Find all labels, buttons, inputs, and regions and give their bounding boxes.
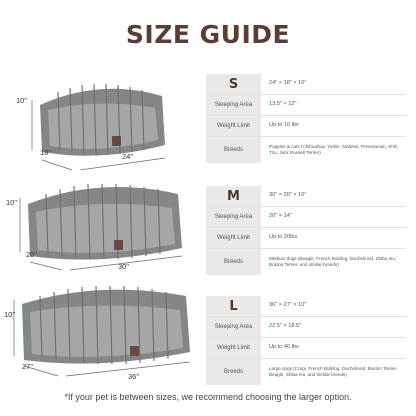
weight-limit-row [206, 338, 406, 359]
size-table-m [206, 186, 406, 275]
footnote: *If your pet is between sizes, we recommend choosing the larger option. [64, 392, 352, 402]
weight-limit-value: Up to 40 lbs [269, 344, 299, 351]
weight-limit-label: Weight Limit [206, 338, 261, 358]
medium-width-dim: 30" [118, 262, 130, 271]
size-label: S [206, 74, 261, 94]
breeds-row [206, 137, 406, 163]
breeds-row [206, 249, 406, 275]
weight-limit-label: Weight Limit [206, 116, 261, 136]
small-width-dim: 24" [122, 152, 134, 161]
size-table-s [206, 74, 406, 163]
size-row [206, 296, 406, 317]
breeds-value: Puppies & cats (Chihuahua, Yorkie, Maltese, Pomeranian, Shih Tzu, Jack Russell Terrier) [269, 143, 398, 155]
dimensions-value: 24" × 18" × 10" [269, 80, 307, 87]
medium-height-dim: 10" [6, 198, 18, 207]
size-label: M [206, 186, 261, 206]
large-height-dim: 10" [4, 310, 16, 319]
sleeping-area-value: 13.5" × 12" [269, 101, 297, 108]
sleeping-area-value: 22.5" × 18.5" [269, 323, 302, 330]
breeds-label: Breeds [206, 249, 261, 275]
weight-limit-row [206, 228, 406, 249]
large-width-dim: 36" [128, 372, 140, 381]
weight-limit-value: Up to 10 lbs [269, 122, 299, 129]
sleeping-area-label: Sleeping Area [206, 317, 261, 337]
breeds-row [206, 359, 406, 385]
size-label: L [206, 296, 261, 316]
breeds-label: Breeds [206, 137, 261, 163]
bed-illustrations [0, 0, 200, 416]
breeds-value: Medium dogs (Beagle, French Bulldog, Dachshund, Shiba Inu, Boston Terrier, and similar breeds) [269, 255, 397, 267]
weight-limit-value: Up to 20lbs [269, 234, 298, 241]
sleeping-area-row [206, 317, 406, 338]
breeds-label: Breeds [206, 359, 261, 385]
sleeping-area-label: Sleeping Area [206, 207, 261, 227]
sleeping-area-label: Sleeping Area [206, 95, 261, 115]
page-title: SIZE GUIDE [125, 20, 291, 49]
sleeping-area-value: 20" × 14" [269, 213, 292, 220]
medium-depth-dim: 20" [26, 250, 38, 259]
sleeping-area-row [206, 207, 406, 228]
weight-limit-label: Weight Limit [206, 228, 261, 248]
dimensions-value: 36" × 27" × 10" [269, 302, 307, 309]
small-depth-dim: 18" [40, 148, 52, 157]
small-height-dim: 10" [16, 96, 28, 105]
breeds-value: Large dogs (Corgi, French Bulldog, Dachshund, Boston Terrier, Beagle, Shiba Inu, and similar breeds) [269, 365, 398, 377]
small-bed-image [0, 70, 200, 170]
size-row [206, 186, 406, 207]
weight-limit-row [206, 116, 406, 137]
size-row [206, 74, 406, 95]
large-depth-dim: 27" [22, 362, 34, 371]
dimensions-value: 30" × 20" × 10" [269, 192, 307, 199]
size-table-l [206, 296, 406, 385]
sleeping-area-row [206, 95, 406, 116]
